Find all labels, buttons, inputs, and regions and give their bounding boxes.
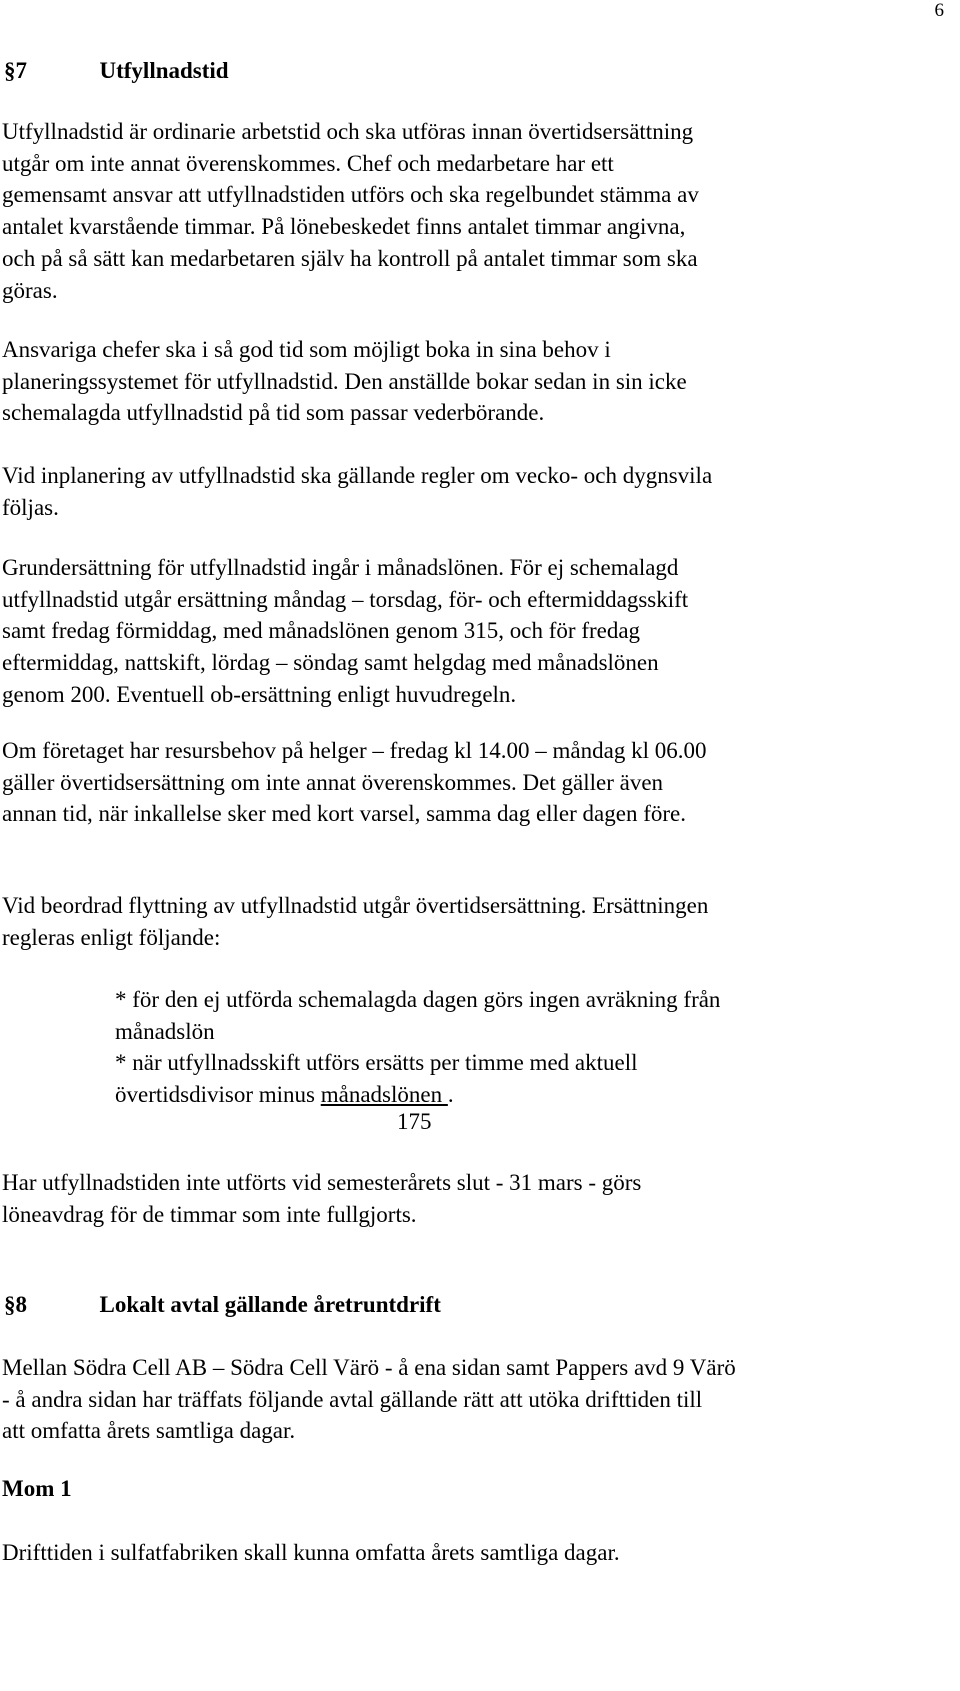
section-number: 7 bbox=[15, 58, 27, 83]
text-line: utfyllnadstid utgår ersättning måndag – torsdag, för- och eftermiddagsskift bbox=[2, 586, 689, 612]
paragraph-compensation bbox=[2, 552, 947, 711]
paragraph-weekend bbox=[2, 735, 947, 830]
list-item: * när utfyllnadsskift utförs ersätts per timme med aktuell bbox=[115, 1050, 638, 1076]
text-line: Grundersättning för utfyllnadstid ingår i månadslönen. För ej schemalagd bbox=[2, 555, 679, 580]
text-line: göras. bbox=[2, 277, 58, 303]
text-line: annan tid, när inkallelse sker med kort varsel, samma dag eller dagen före. bbox=[2, 801, 686, 827]
text-line: eftermiddag, nattskift, lördag – söndag samt helgdag med månadslönen bbox=[2, 650, 659, 676]
list-item bbox=[115, 1079, 945, 1111]
text-line: löneavdrag för de timmar som inte fullgjorts. bbox=[2, 1201, 417, 1227]
mom-heading: Mom 1 bbox=[2, 1476, 72, 1501]
section-symbol: § bbox=[4, 1292, 16, 1317]
paragraph-booking bbox=[2, 334, 947, 429]
section-title: Lokalt avtal gällande åretruntdrift bbox=[99, 1292, 441, 1317]
bullet-text-end: . bbox=[447, 1082, 454, 1108]
list-item: * för den ej utförda schemalagda dagen görs ingen avräkning från bbox=[115, 987, 721, 1012]
text-line: genom 200. Eventuell ob-ersättning enligt huvudregeln. bbox=[2, 681, 517, 707]
text-line: att omfatta årets samtliga dagar. bbox=[2, 1418, 296, 1444]
text-line: Om företaget har resursbehov på helger – fredag kl 14.00 – måndag kl 06.00 bbox=[2, 738, 707, 763]
text-line: Vid inplanering av utfyllnadstid ska gällande regler om vecko- och dygnsvila bbox=[2, 463, 713, 488]
paragraph-moved-time bbox=[2, 890, 947, 953]
paragraph-year-end bbox=[2, 1167, 947, 1230]
section-7-heading bbox=[4, 56, 229, 86]
section-number: 8 bbox=[15, 1292, 27, 1317]
text-line: Ansvariga chefer ska i så god tid som möjligt boka in sina behov i bbox=[2, 337, 611, 362]
paragraph-agreement bbox=[2, 1352, 947, 1447]
underlined-term: månadslönen bbox=[320, 1082, 448, 1108]
text-line: samt fredag förmiddag, med månadslönen genom 315, och för fredag bbox=[2, 618, 641, 644]
paragraph-mom-1 bbox=[2, 1537, 947, 1569]
text-line: utgår om inte annat överenskommes. Chef och medarbetare har ett bbox=[2, 150, 614, 176]
text-line: följas. bbox=[2, 494, 59, 520]
text-line: Drifttiden i sulfatfabriken skall kunna omfatta årets samtliga dagar. bbox=[2, 1540, 620, 1565]
text-line: Vid beordrad flyttning av utfyllnadstid utgår övertidsersättning. Ersättningen bbox=[2, 893, 709, 918]
paragraph-rest-rules bbox=[2, 460, 947, 523]
section-8-heading bbox=[4, 1290, 441, 1320]
list-item: månadslön bbox=[115, 1018, 215, 1044]
section-title: Utfyllnadstid bbox=[99, 58, 229, 83]
text-line: gäller övertidsersättning om inte annat överenskommes. Det gäller även bbox=[2, 769, 664, 795]
text-line: Mellan Södra Cell AB – Södra Cell Värö - å ena sidan samt Pappers avd 9 Värö bbox=[2, 1355, 736, 1380]
paragraph-utfyllnadstid-intro bbox=[2, 116, 947, 306]
section-symbol: § bbox=[4, 58, 16, 83]
bullet-text: övertidsdivisor minus bbox=[115, 1082, 321, 1108]
text-line: gemensamt ansvar att utfyllnadstiden utförs och ska regelbundet stämma av bbox=[2, 182, 699, 208]
text-line: antalet kvarstående timmar. På lönebeskedet finns antalet timmar angivna, bbox=[2, 214, 686, 240]
text-line: regleras enligt följande: bbox=[2, 924, 221, 950]
bullet-list bbox=[115, 984, 945, 1111]
page-number: 6 bbox=[934, 0, 944, 21]
text-line: Utfyllnadstid är ordinarie arbetstid och ska utföras innan övertidsersättning bbox=[2, 119, 694, 144]
text-line: och på så sätt kan medarbetaren själv ha kontroll på antalet timmar som ska bbox=[2, 245, 698, 271]
divisor-value: 175 bbox=[397, 1109, 432, 1134]
text-line: schemalagda utfyllnadstid på tid som passar vederbörande. bbox=[2, 400, 545, 426]
text-line: Har utfyllnadstiden inte utförts vid semesterårets slut - 31 mars - görs bbox=[2, 1170, 642, 1195]
text-line: planeringssystemet för utfyllnadstid. Den anställde bokar sedan in sin icke bbox=[2, 368, 687, 394]
text-line: - å andra sidan har träffats följande avtal gällande rätt att utöka drifttiden till bbox=[2, 1386, 703, 1412]
